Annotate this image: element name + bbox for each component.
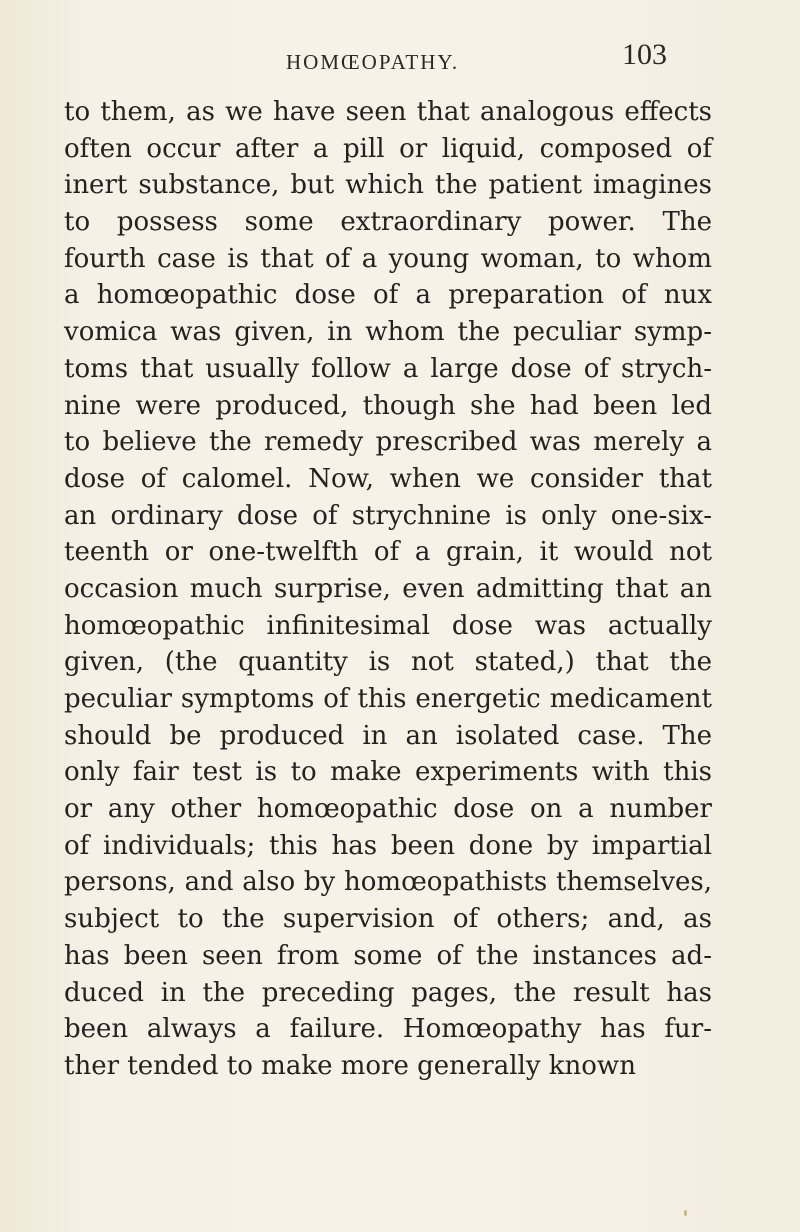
text-line: vomica was given, in whom the peculiar symp-	[64, 317, 712, 348]
text-line: teenth or one-twelfth of a grain, it would not	[64, 537, 712, 568]
text-line: nine were produced, though she had been led	[64, 390, 712, 421]
text-line: persons, and also by homœopathists themselves,	[64, 867, 712, 898]
running-title: HOMŒOPATHY.	[286, 50, 460, 74]
text-line: given, (the quantity is not stated,) that the	[64, 647, 712, 678]
text-line: duced in the preceding pages, the result has	[64, 977, 712, 1008]
text-line: an ordinary dose of strychnine is only one-six-	[64, 500, 712, 531]
text-line: of individuals; this has been done by impartial	[64, 830, 712, 861]
text-line: peculiar symptoms of this energetic medicament	[64, 684, 712, 714]
text-line: often occur after a pill or liquid, composed of	[64, 133, 712, 164]
body-text	[64, 94, 712, 1085]
text-line: or any other homœopathic dose on a number	[64, 794, 712, 825]
text-line: ther tended to make more generally known	[64, 1050, 636, 1081]
text-line: homœopathic infinitesimal dose was actually	[64, 610, 712, 641]
text-line: only fair test is to make experiments with this	[64, 757, 712, 788]
text-line: subject to the supervision of others; and, as	[64, 904, 712, 935]
text-line: inert substance, but which the patient imagines	[64, 170, 712, 201]
text-line: been always a failure. Homœopathy has fur-	[64, 1014, 712, 1045]
page-number: 103	[622, 38, 667, 71]
text-line: to possess some extraordinary power. The	[64, 207, 712, 238]
text-line: has been seen from some of the instances ad-	[64, 940, 712, 971]
text-line: to believe the remedy prescribed was merely a	[64, 427, 712, 458]
text-line: fourth case is that of a young woman, to whom	[64, 243, 712, 274]
running-head	[0, 30, 800, 90]
text-line: occasion much surprise, even admitting that an	[64, 573, 712, 604]
text-line: toms that usually follow a large dose of strych-	[64, 353, 712, 384]
text-line: dose of calomel. Now, when we consider that	[64, 463, 712, 494]
text-line: should be produced in an isolated case. The	[64, 720, 712, 751]
text-line: a homœopathic dose of a preparation of nux	[64, 280, 712, 311]
text-line: to them, as we have seen that analogous effects	[64, 97, 712, 127]
paper-speck	[684, 1210, 687, 1216]
